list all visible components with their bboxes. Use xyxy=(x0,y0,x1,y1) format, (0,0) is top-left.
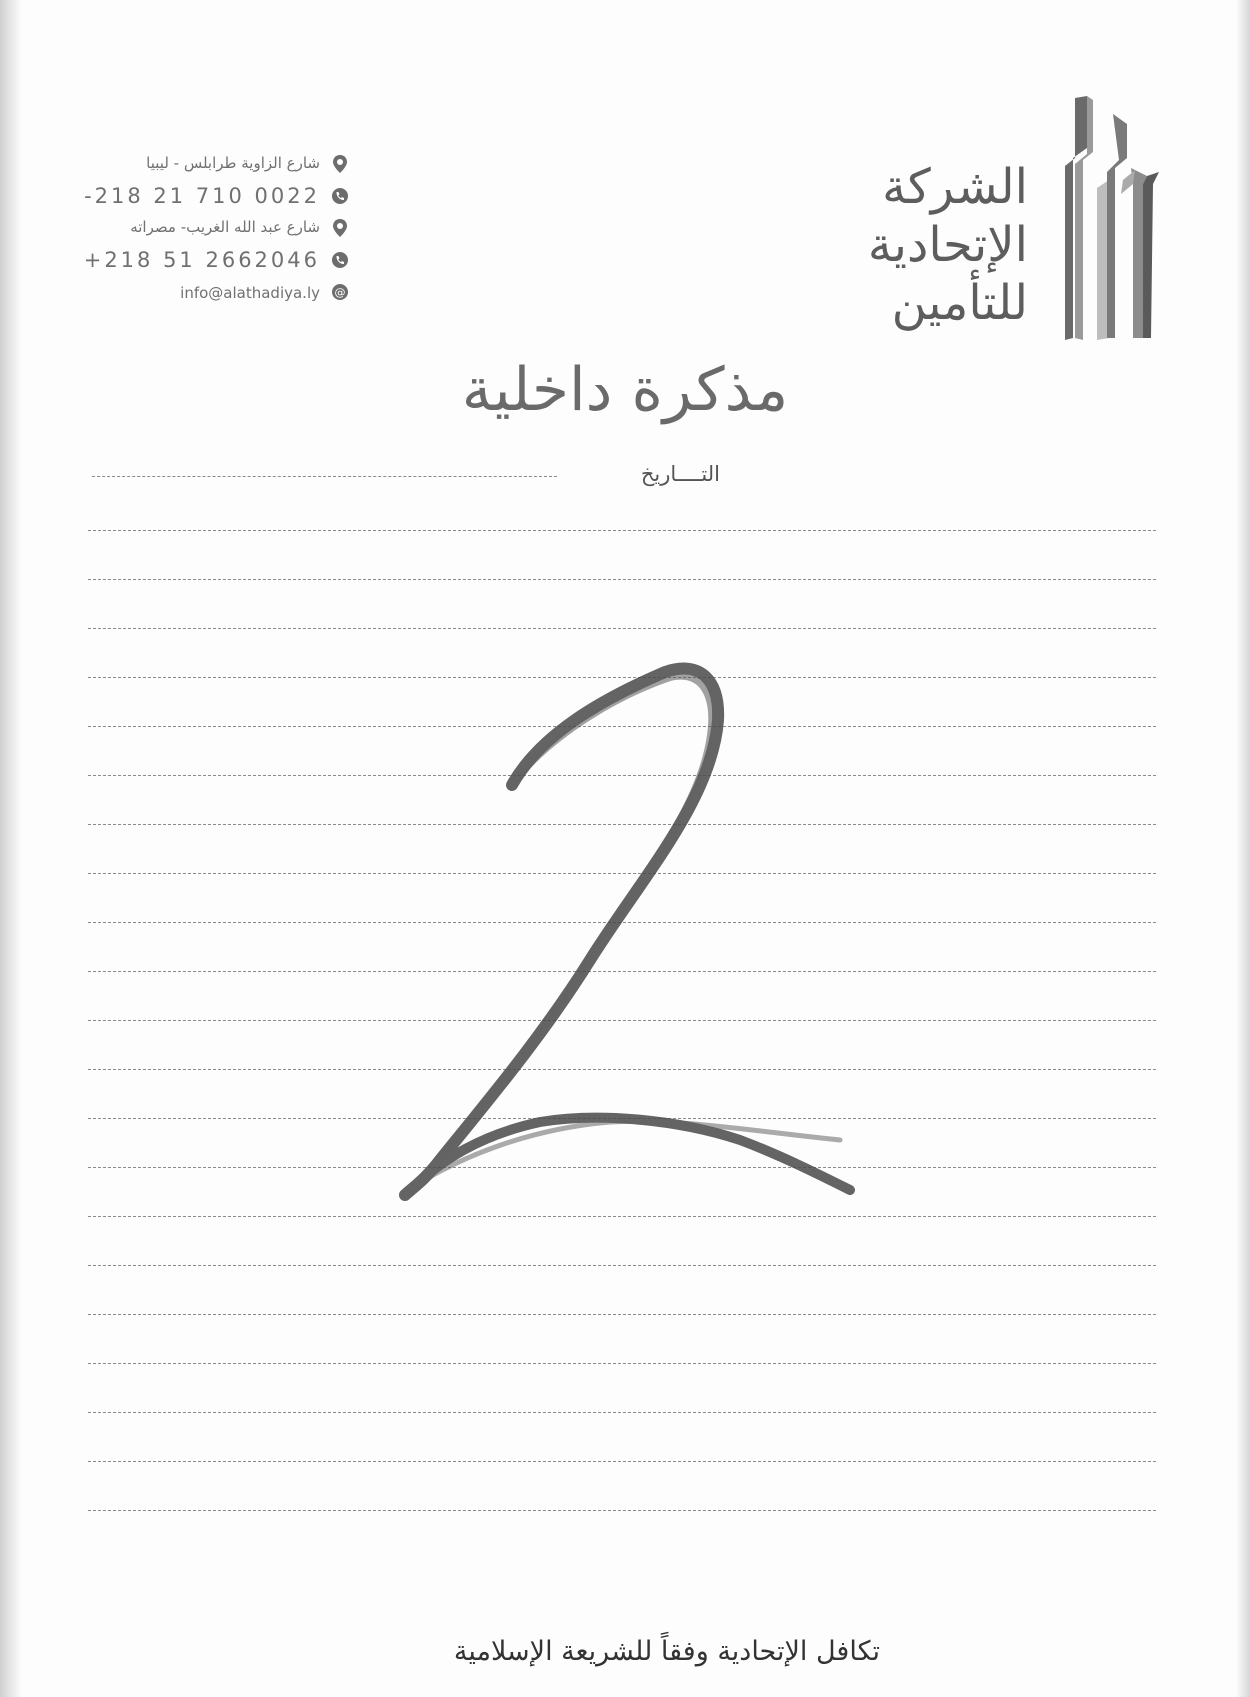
ruled-line xyxy=(88,922,1156,923)
company-name-line-2: الإتحادية xyxy=(867,217,1028,273)
contact-phone-1-row xyxy=(80,182,360,214)
memo-title: مذكرة داخلية xyxy=(461,355,789,425)
ruled-line xyxy=(88,873,1156,874)
date-line xyxy=(92,476,557,477)
company-name-line-3: للتأمين xyxy=(891,275,1028,331)
scan-shadow-right xyxy=(1236,0,1250,1697)
contact-phone-2-row xyxy=(80,246,360,278)
ruled-line xyxy=(88,1167,1156,1168)
phone-icon xyxy=(330,186,350,206)
phone-icon xyxy=(330,250,350,270)
contact-address-2-row xyxy=(80,214,360,246)
contact-block xyxy=(80,150,360,310)
scan-shadow-left xyxy=(0,0,22,1697)
ruled-line xyxy=(88,1020,1156,1021)
ruled-line xyxy=(88,1216,1156,1217)
at-sign-icon xyxy=(330,282,350,302)
ruled-line xyxy=(88,1265,1156,1266)
contact-address-2: شارع عبد الله الغريب- مصراته xyxy=(130,218,320,236)
contact-phone-2: +218 51 2662046 xyxy=(83,248,320,272)
ruled-line xyxy=(88,775,1156,776)
ruled-line xyxy=(88,579,1156,580)
ruled-line xyxy=(88,1118,1156,1119)
ruled-line xyxy=(88,1314,1156,1315)
contact-address-1-row xyxy=(80,150,360,182)
company-name-line-1: الشركة xyxy=(882,159,1028,215)
company-name xyxy=(858,158,1028,332)
ruled-line xyxy=(88,530,1156,531)
ruled-line xyxy=(88,971,1156,972)
contact-address-1: شارع الزاوية طرابلس - ليبيا xyxy=(146,154,320,172)
footer-slogan: تكافل الإتحادية وفقاً للشريعة الإسلامية xyxy=(453,1636,880,1667)
svg-text:@: @ xyxy=(334,286,346,299)
contact-phone-1: -218 21 710 0022 xyxy=(84,184,320,208)
date-label: التــــاريخ xyxy=(640,462,720,486)
ruled-line xyxy=(88,1461,1156,1462)
ruled-line xyxy=(88,628,1156,629)
ruled-line xyxy=(88,824,1156,825)
ruled-line xyxy=(88,677,1156,678)
contact-email: info@alathadiya.ly xyxy=(180,284,320,302)
location-pin-icon xyxy=(330,154,350,174)
ruled-line xyxy=(88,1363,1156,1364)
ruled-line xyxy=(88,1510,1156,1511)
ruled-line xyxy=(88,1412,1156,1413)
ruled-line xyxy=(88,726,1156,727)
ruled-line xyxy=(88,1069,1156,1070)
contact-email-row xyxy=(80,278,360,310)
location-pin-icon xyxy=(330,218,350,238)
company-logo-icon xyxy=(1035,88,1165,343)
